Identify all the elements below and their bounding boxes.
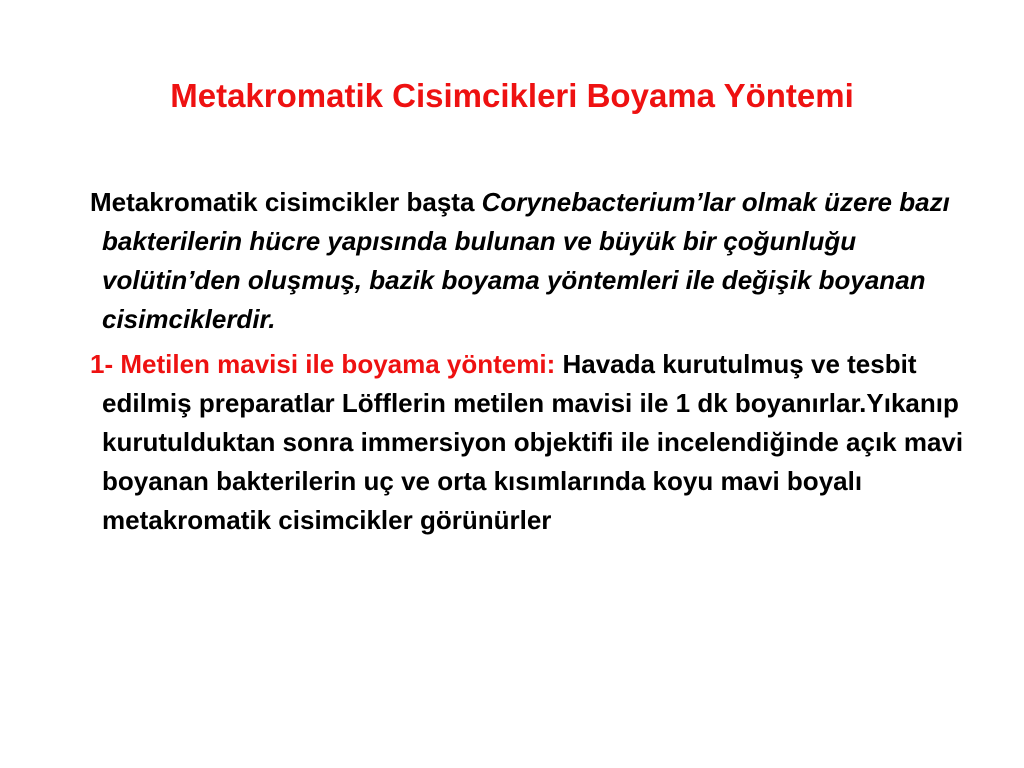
slide-body (86, 183, 986, 546)
paragraph-definition-lead: Metakromatik cisimcikler başta (90, 187, 482, 217)
paragraph-method (86, 345, 986, 540)
paragraph-definition (86, 183, 986, 339)
method-text: Havada kurutulmuş ve tesbit edilmiş preparatlar Löfflerin metilen mavisi ile 1 dk boyanırlar.Yıkanıp kurutulduktan sonra immersiyon objektifi ile incelendiğinde açık mavi boyanan bakterilerin uç ve orta kısımlarında koyu mavi boyalı metakromatik cisimcikler görünürler (102, 349, 964, 535)
slide-title: Metakromatik Cisimcikleri Boyama Yöntemi (170, 77, 854, 114)
paragraph-definition-italic: Corynebacterium’lar olmak üzere bazı bakterilerin hücre yapısında bulunan ve büyük bir çoğunluğu volütin’den oluşmuş, bazik boyama yöntemleri ile değişik boyanan cisimciklerdir. (102, 187, 950, 334)
method-heading: 1- Metilen mavisi ile boyama yöntemi: (90, 349, 563, 379)
